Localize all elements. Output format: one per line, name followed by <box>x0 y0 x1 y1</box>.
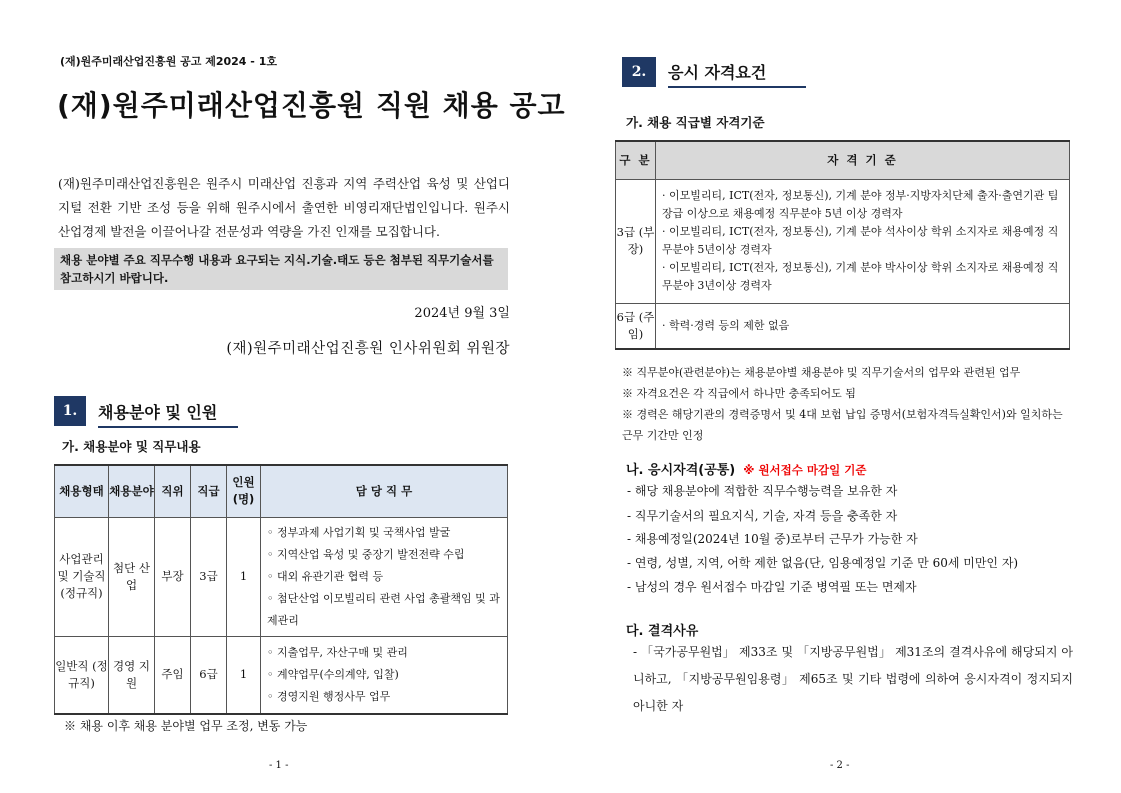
duty-item: ◦ 정부과제 사업기획 및 국책사업 발굴 <box>267 525 451 539</box>
duty-item: ◦ 대외 유관기관 협력 등 <box>267 569 384 583</box>
note-line: ※ 자격요건은 각 직급에서 하나만 충족되어도 됨 <box>622 387 856 400</box>
note-line: ※ 직무분야(관련분야)는 채용분야별 채용분야 및 직무기술서의 업무와 관련된 업무 <box>622 366 1021 379</box>
duty-item: ◦ 지출업무, 자산구매 및 관리 <box>267 645 408 659</box>
section2-title: 응시 자격요건 <box>668 60 806 88</box>
cell-grade: 3급 (부장) <box>616 179 656 303</box>
table-row <box>55 517 508 636</box>
requirement-item: · 이모빌리티, ICT(전자, 정보통신), 기계 분야 석사이상 학위 소지자로 채용예정 직무분야 5년이상 경력자 <box>662 225 1059 256</box>
deadline-note: ※ 원서접수 마감일 기준 <box>743 463 867 477</box>
section2-subtitle-c: 다. 결격사유 <box>626 624 699 639</box>
subtitle-text: 나. 응시자격(공통) <box>626 463 736 478</box>
qualification-table <box>615 140 1070 350</box>
table-header-row <box>616 141 1070 179</box>
condition-item: - 채용예정일(2024년 10월 중)로부터 근무가 가능한 자 <box>627 532 918 546</box>
duty-item: ◦ 경영지원 행정사무 업무 <box>267 689 391 703</box>
cell-duties <box>261 517 508 636</box>
header-field: 채용분야 <box>109 465 155 517</box>
page-number: - 1 - <box>269 760 289 771</box>
section2-number: 2. <box>622 57 656 87</box>
cell-count: 1 <box>227 636 261 714</box>
intro-paragraph: (재)원주미래산업진흥원은 원주시 미래산업 진흥과 지역 주력산업 육성 및 산업디지털 전환 기반 조성 등을 위해 원주시에서 출연한 비영리재단법인입니다. 원주시 산업경제 발전을 이끌어나갈 전문성과 역량을 가진 인재를 모집합니다. <box>58 176 510 239</box>
cell-type: 사업관리 및 기술직 (정규직) <box>55 517 109 636</box>
table-header-row <box>55 465 508 517</box>
cell-count: 1 <box>227 517 261 636</box>
header-count: 인원(명) <box>227 465 261 517</box>
recruitment-table <box>54 464 508 715</box>
cell-field: 경영 지원 <box>109 636 155 714</box>
page-number: - 2 - <box>830 760 850 771</box>
header-position: 직위 <box>155 465 191 517</box>
duty-item: ◦ 지역산업 육성 및 중장기 발전전략 수립 <box>267 547 465 561</box>
cell-grade: 3급 <box>191 517 227 636</box>
cell-field: 첨단 산업 <box>109 517 155 636</box>
section2-subtitle-b <box>626 459 866 478</box>
header-grade: 구 분 <box>616 141 656 179</box>
section1-subtitle: 가. 채용분야 및 직무내용 <box>62 439 201 454</box>
duty-item: ◦ 계약업무(수의계약, 입찰) <box>267 667 399 681</box>
header-type: 채용형태 <box>55 465 109 517</box>
table-row <box>616 303 1070 349</box>
cell-duties <box>261 636 508 714</box>
notice-number: (재)원주미래산업진흥원 공고 제2024 - 1호 <box>60 55 277 68</box>
header-criteria: 자 격 기 준 <box>656 141 1070 179</box>
requirement-item: · 이모빌리티, ICT(전자, 정보통신), 기계 분야 박사이상 학위 소지자로 채용예정 직무분야 3년이상 경력자 <box>662 261 1059 292</box>
table-note: ※ 채용 이후 채용 분야별 업무 조정, 변동 가능 <box>64 719 308 733</box>
condition-item: - 연령, 성별, 지역, 어학 제한 없음(단, 임용예정일 기준 만 60세 미만인 자) <box>627 556 1019 570</box>
section2-subtitle: 가. 채용 직급별 자격기준 <box>626 115 765 130</box>
table-row <box>616 179 1070 303</box>
duty-item: ◦ 첨단산업 이모빌리티 관련 사업 총괄책임 및 과제관리 <box>267 591 500 627</box>
cell-requirements <box>656 303 1070 349</box>
notice-box: 채용 분야별 주요 직무수행 내용과 요구되는 지식.기술.태도 등은 첨부된 직무기술서를 참고하시기 바랍니다. <box>54 248 508 290</box>
section1-number: 1. <box>54 396 86 426</box>
requirement-item: · 학력·경력 등의 제한 없음 <box>662 318 790 332</box>
signer: (재)원주미래산업진흥원 인사위원회 위원장 <box>226 341 510 357</box>
cell-position: 주임 <box>155 636 191 714</box>
note-line: ※ 경력은 해당기관의 경력증명서 및 4대 보험 납입 증명서(보험자격득실확인서)와 일치하는 근무 기간만 인정 <box>622 408 1063 442</box>
page-title: (재)원주미래산업진흥원 직원 채용 공고 <box>57 89 566 122</box>
header-grade: 직급 <box>191 465 227 517</box>
cell-grade: 6급 (주임) <box>616 303 656 349</box>
condition-item: - 남성의 경우 원서접수 마감일 기준 병역필 또는 면제자 <box>627 580 917 594</box>
section1-title: 채용분야 및 인원 <box>98 400 238 428</box>
cell-position: 부장 <box>155 517 191 636</box>
condition-item: - 직무기술서의 필요지식, 기술, 자격 등을 충족한 자 <box>627 509 898 523</box>
cell-grade: 6급 <box>191 636 227 714</box>
cell-requirements <box>656 179 1070 303</box>
table-row <box>55 636 508 714</box>
header-duties: 담 당 직 무 <box>261 465 508 517</box>
condition-item: - 해당 채용분야에 적합한 직무수행능력을 보유한 자 <box>627 484 898 498</box>
cell-type: 일반직 (정규직) <box>55 636 109 714</box>
disqualification-text: - 「국가공무원법」 제33조 및 「지방공무원법」 제31조의 결격사유에 해당되지 아니하고, 「지방공무원임용령」 제65조 및 기타 법령에 의하여 응시자격이 정지되지 아니한 자 <box>633 645 1073 713</box>
notice-date: 2024년 9월 3일 <box>414 306 510 321</box>
requirement-item: · 이모빌리티, ICT(전자, 정보통신), 기계 분야 정부·지방자치단체 출자·출연기관 팀장급 이상으로 채용예정 직무분야 5년 이상 경력자 <box>662 189 1059 220</box>
